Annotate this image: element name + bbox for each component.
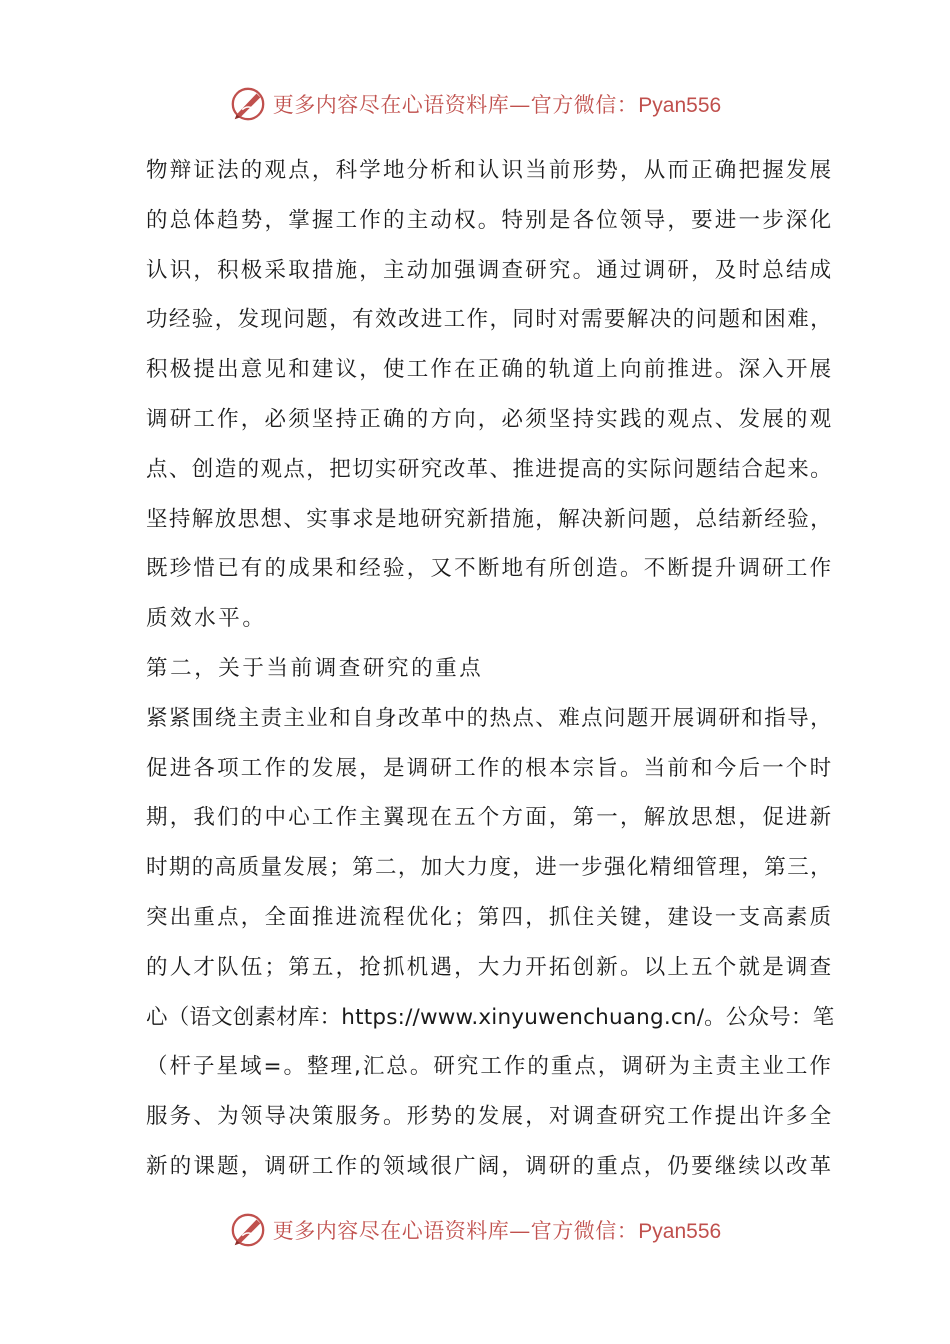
body-line: 质效水平。	[146, 606, 267, 632]
body-line: 功经验，发现问题，有效改进工作，同时对需要解决的问题和困难，	[146, 307, 834, 333]
body-line: 服务、为领导决策服务。形势的发展，对调查研究工作提出许多全	[146, 1104, 834, 1130]
body-line: 的人才队伍；第五，抢抓机遇，大力开拓创新。以上五个就是调查	[146, 954, 834, 980]
body-line: 物辩证法的观点，科学地分析和认识当前形势，从而正确把握发展	[146, 158, 834, 183]
body-line: 积极提出意见和建议，使工作在正确的轨道上向前推进。深入开展	[146, 357, 834, 383]
body-line: 心（语文创素材库：https://www.xinyuwenchuang.cn/。公众号：笔	[146, 1004, 835, 1030]
body-line: 既珍惜已有的成果和经验，又不断地有所创造。不断提升调研工作	[146, 556, 834, 582]
document-body	[146, 146, 835, 1192]
body-line: 的总体趋势，掌握工作的主动权。特别是各位领导，要进一步深化	[146, 207, 834, 233]
header-banner	[0, 82, 950, 126]
body-line: 认识，积极采取措施，主动加强调查研究。通过调研，及时总结成	[146, 257, 834, 283]
body-line: 突出重点，全面推进流程优化；第四，抓住关键，建设一支高素质	[146, 904, 834, 930]
body-line: 点、创造的观点，把切实研究改革、推进提高的实际问题结合起来。	[146, 456, 834, 482]
body-line: 促进各项工作的发展，是调研工作的根本宗旨。当前和今后一个时	[146, 755, 834, 781]
header-wechat-handle: Pyan556	[638, 94, 722, 117]
header-banner-text: 更多内容尽在心语资料库—官方微信：Pyan556	[272, 93, 722, 117]
body-line: （杆子星域=。整理,汇总。研究工作的重点，调研为主责主业工作	[146, 1054, 833, 1080]
body-line: 新的课题，调研工作的领域很广阔，调研的重点，仍要继续以改革	[146, 1153, 834, 1179]
footer-wechat-handle: Pyan556	[638, 1220, 722, 1243]
body-line: 调研工作，必须坚持正确的方向，必须坚持实践的观点、发展的观	[146, 406, 834, 432]
body-line: 紧紧围绕主责主业和自身改革中的热点、难点问题开展调研和指导，	[146, 705, 834, 731]
body-line: 期，我们的中心工作主翼现在五个方面，第一，解放思想，促进新	[146, 805, 834, 831]
section-heading: 第二，关于当前调查研究的重点	[146, 655, 484, 681]
footer-banner	[0, 1208, 950, 1252]
pen-logo-icon	[229, 1211, 267, 1249]
footer-banner-text: 更多内容尽在心语资料库—官方微信：Pyan556	[272, 1219, 722, 1243]
body-line: 坚持解放思想、实事求是地研究新措施，解决新问题，总结新经验，	[146, 506, 834, 532]
pen-logo-icon	[229, 85, 267, 123]
body-line: 时期的高质量发展；第二，加大力度，进一步强化精细管理，第三，	[146, 855, 834, 881]
